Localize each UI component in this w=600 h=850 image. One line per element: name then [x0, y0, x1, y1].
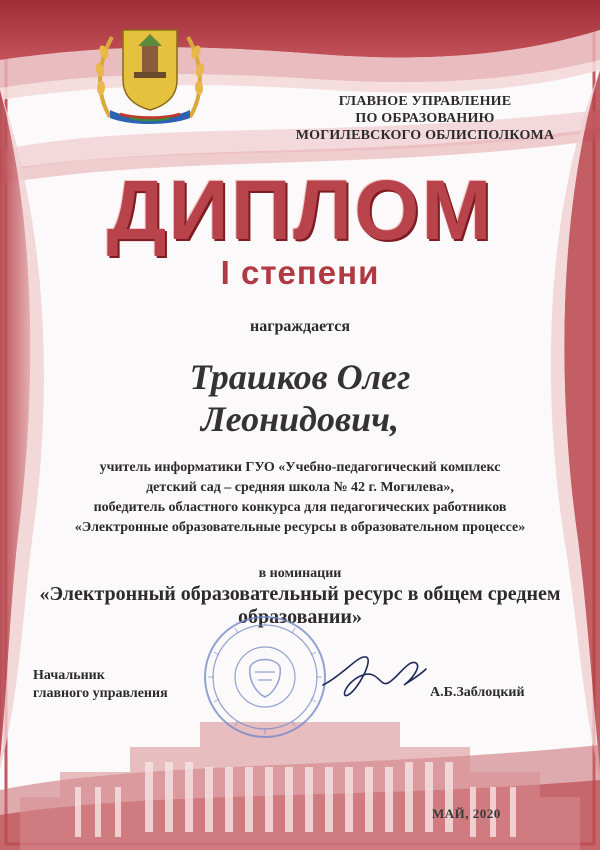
nomination-line-2: образовании»	[238, 606, 362, 628]
handwritten-signature	[318, 645, 428, 705]
diploma-degree: I степени	[220, 254, 380, 291]
recipient-name-line-1: Трашков Олег	[189, 357, 411, 397]
description-line-2: детский сад – средняя школа № 42 г. Могилева»,	[146, 480, 454, 495]
organization-line-3: МОГИЛЕВСКОГО ОБЛИСПОЛКОМА	[295, 128, 555, 143]
issue-date: МАЙ, 2020	[432, 806, 501, 821]
organization-line-1: ГЛАВНОЕ УПРАВЛЕНИЕ	[338, 94, 512, 109]
recipient-name-line-2: Леонидович,	[200, 399, 400, 439]
signatory-position	[33, 667, 233, 703]
signatory-name: А.Б.Заблоцкий	[430, 685, 525, 700]
description-line-4: «Электронные образовательные ресурсы в образовательном процессе»	[74, 520, 526, 535]
organization-header	[270, 93, 580, 144]
recipient-description	[30, 458, 570, 538]
diploma-title: ДИПЛОМ	[106, 163, 494, 257]
awarded-label: награждается	[250, 318, 350, 335]
description-line-1: учитель информатики ГУО «Учебно-педагогический комплекс	[99, 460, 501, 475]
nomination-line-1: «Электронный образовательный ресурс в общем среднем	[39, 583, 561, 605]
signatory-position-line-2: главного управления	[33, 686, 168, 701]
signatory-position-line-1: Начальник	[33, 668, 105, 683]
description-line-3: победитель областного конкурса для педагогических работников	[93, 500, 507, 515]
coat-of-arms-icon	[90, 22, 210, 127]
organization-line-2: ПО ОБРАЗОВАНИЮ	[355, 111, 495, 126]
recipient-name	[0, 356, 600, 440]
nomination-label: в номинации	[258, 566, 342, 581]
